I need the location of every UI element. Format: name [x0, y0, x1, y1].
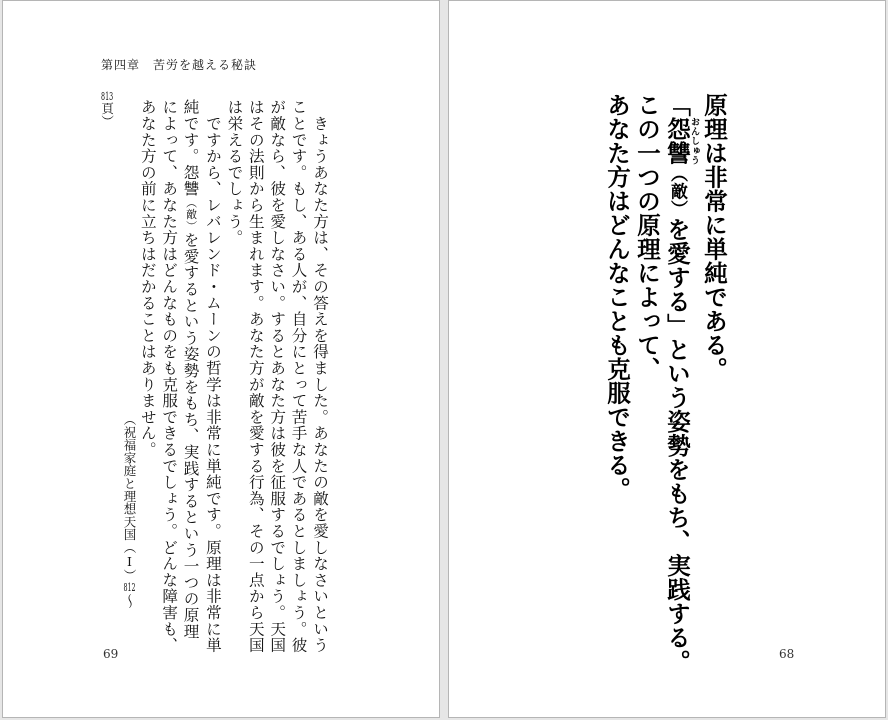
highlight-line-2: [662, 93, 699, 674]
body-line: ことです。もし、ある人が、自分にとって苦手な人であるとしましょう。彼: [289, 99, 308, 654]
left-page: [2, 0, 440, 718]
highlight-bracket: 「: [663, 93, 691, 117]
citation-pages: 812: [123, 581, 136, 593]
page-number: 69: [103, 647, 119, 661]
body-line: ですから、レバレンド・ムーンの哲学は非常に単純です。原理は非常に単: [203, 99, 222, 654]
running-head: 第四章 苦労を越える秘訣: [101, 58, 258, 72]
highlight-paren: （敵）: [667, 165, 687, 218]
highlight-line-4: あなた方はどんなことも克服できる。: [603, 93, 631, 501]
citation-line-1: [118, 91, 140, 621]
ruby-base: 怨讐: [663, 117, 691, 165]
body-line: きょうあなた方は、その答えを得ました。あなたの敵を愛しなさいという: [311, 99, 329, 654]
ruby-reading: おんしゅう: [689, 117, 699, 165]
citation-suffix: 頁）: [99, 102, 115, 128]
body-line-paren: （敵）: [184, 196, 198, 232]
page-number: 68: [779, 647, 795, 661]
body-line: が敵なら、彼を愛しなさい。するとあなた方は彼を征服するでしょう。天国: [268, 99, 287, 654]
body-line: は栄えるでしょう。: [225, 99, 244, 246]
highlight-line-2-rest: を愛する」という姿勢をもち、実践する。: [663, 217, 691, 674]
highlight-ruby-word: [663, 117, 699, 165]
body-text: [136, 99, 330, 654]
highlight-line-3: この一つの原理によって、: [633, 93, 661, 381]
right-page: [448, 0, 886, 718]
body-line: はその法則から生まれます。あなた方が敵を愛する行為、その一点から天国: [246, 99, 265, 654]
body-line: によって、あなた方はどんなものをも克服できるでしょう。どんな障害も、: [160, 99, 179, 654]
citation: [95, 91, 140, 621]
citation-source: （祝福家庭と理想天国（Ⅰ）: [122, 413, 137, 582]
body-line: [179, 99, 201, 640]
highlight-text: [602, 93, 729, 674]
body-line-rest: を愛するという姿勢をもち、実践するという一つの原理: [181, 231, 200, 640]
citation-tilde: 〜: [120, 592, 138, 610]
citation-line-2: [95, 91, 117, 621]
citation-pages-end: 813: [101, 91, 114, 102]
body-line-word: 純です。怨讐: [181, 99, 200, 197]
body-line: あなた方の前に立ちはだかることはありません。: [138, 99, 157, 458]
highlight-line-1: 原理は非常に単純である。: [700, 93, 728, 381]
